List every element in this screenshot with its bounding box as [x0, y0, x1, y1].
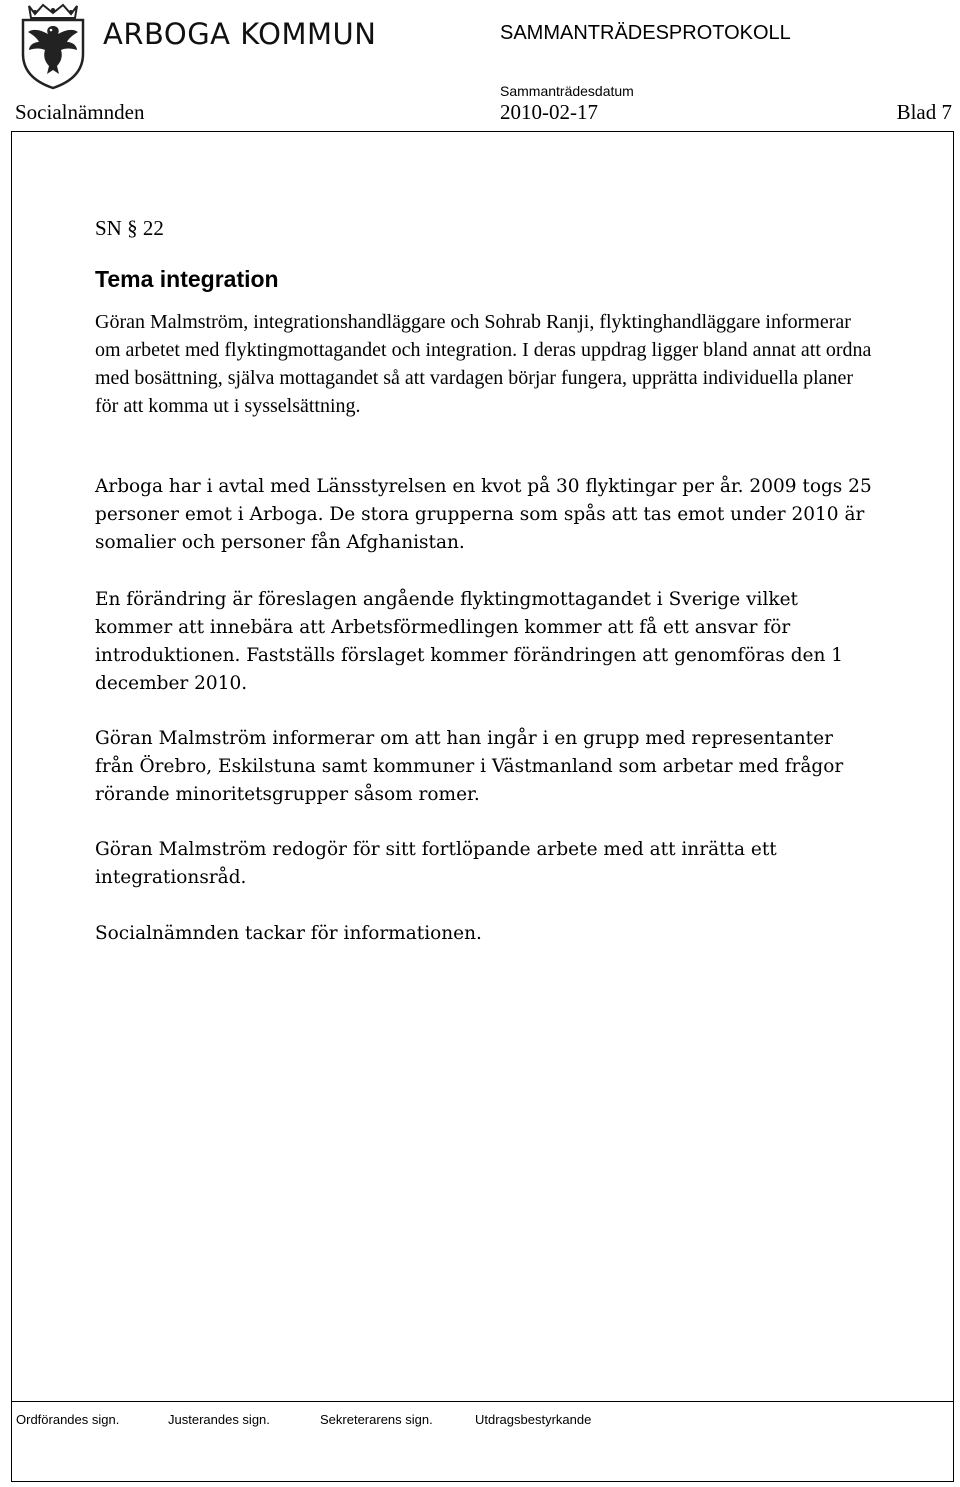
- footer-divider: [11, 1401, 954, 1402]
- paragraph-5: Göran Malmström redogör för sitt fortlöpande arbete med att inrätta ett integrationsråd.: [95, 839, 777, 888]
- adjuster-signature-label: Justerandes sign.: [168, 1412, 270, 1427]
- meeting-date: 2010-02-17: [500, 100, 598, 124]
- page-number: Blad 7: [896, 100, 952, 124]
- paragraph-2: Arboga har i avtal med Länsstyrelsen en kvot på 30 flyktingar per år. 2009 togs 25 personer emot i Arboga. De stora grupperna som spås att tas emot under 2010 är somalier och personer fån Afghanistan.: [95, 476, 872, 553]
- paragraph-1: Göran Malmström, integrationshandläggare och Sohrab Ranji, flyktinghandläggare informerar om arbetet med flyktingmottagandet och integration. I deras uppdrag ligger bland annat att ordna med bosättning, själva mottagandet så att vardagen börjar fungera, upprätta individuella planer för att komma ut i sysselsättning.: [95, 311, 872, 417]
- chair-signature-label: Ordförandes sign.: [16, 1412, 120, 1427]
- committee-name: Socialnämnden: [15, 100, 145, 124]
- coat-of-arms-logo: [15, 2, 91, 90]
- meeting-date-label: Sammanträdesdatum: [500, 83, 634, 99]
- paragraph-3: En förändring är föreslagen angående flyktingmottagandet i Sverige vilket kommer att innebära att Arbetsförmedlingen kommer att få ett ansvar för introduktionen. Fastställs förslaget kommer förändringen att genomföras den 1 december 2010.: [95, 589, 844, 694]
- section-title: Tema integration: [95, 266, 279, 292]
- paragraph-4: Göran Malmström informerar om att han ingår i en grupp med representanter från Örebro, Eskilstuna samt kommuner i Västmanland som arbetar med frågor rörande minoritetsgrupper såsom romer.: [95, 728, 844, 805]
- paragraph-6: Socialnämnden tackar för informationen.: [95, 923, 482, 944]
- extract-certification-label: Utdragsbestyrkande: [475, 1412, 592, 1427]
- org-name: ARBOGA KOMMUN: [103, 17, 377, 51]
- section-number: SN § 22: [95, 216, 164, 240]
- document-type: SAMMANTRÄDESPROTOKOLL: [500, 22, 791, 44]
- coat-of-arms-eagle-icon: [15, 2, 91, 90]
- secretary-signature-label: Sekreterarens sign.: [320, 1412, 433, 1427]
